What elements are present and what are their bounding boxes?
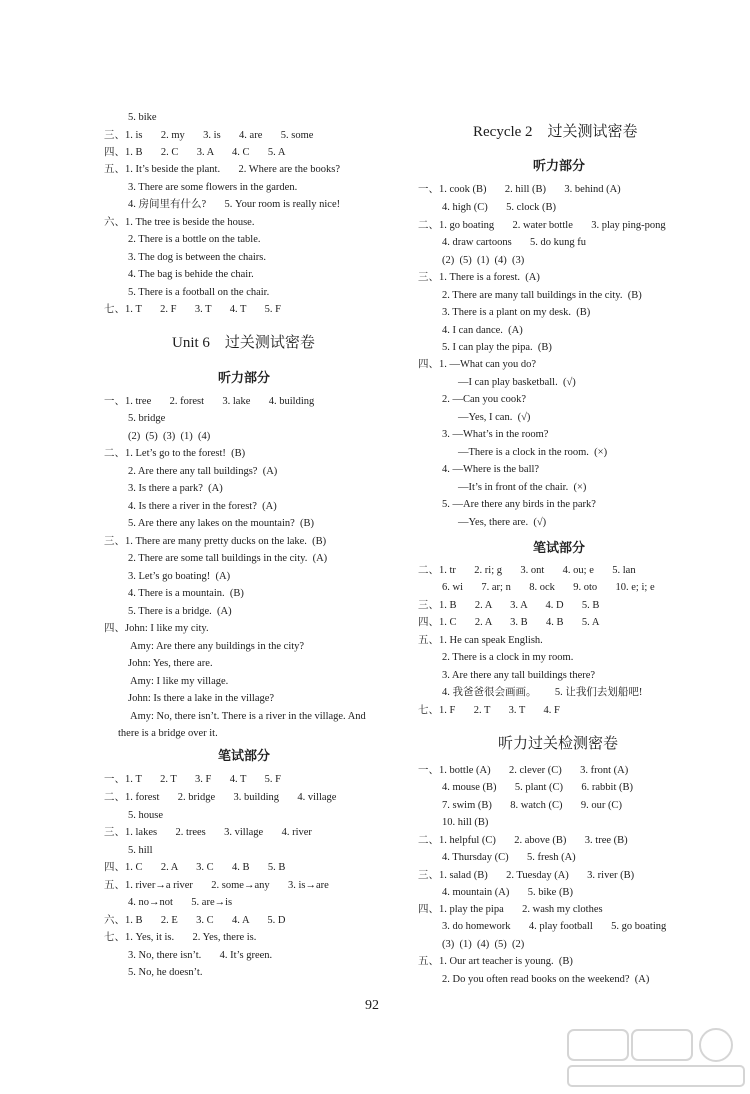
answer-line: 二、1. go boating 2. water bottle 3. play ping-pong xyxy=(418,220,666,231)
section-subheading: 笔试部分 xyxy=(218,749,271,764)
answer-line: 3. Let’s go boating! (A) xyxy=(128,571,231,582)
answer-line: 四、1. B 2. C 3. A 4. C 5. A xyxy=(104,147,286,158)
answer-line: 一、1. tree 2. forest 3. lake 4. building xyxy=(104,396,315,407)
answer-line: 5. bike xyxy=(128,112,157,123)
answer-line: 5. There is a football on the chair. xyxy=(128,287,270,298)
answer-line: Amy: No, there isn’t. There is a river in the village. And xyxy=(130,711,366,722)
answer-line: 5. I can play the pipa. (B) xyxy=(442,342,552,353)
answer-line: 4. high (C) 5. clock (B) xyxy=(442,202,557,213)
answer-line: 三、1. salad (B) 2. Tuesday (A) 3. river (B) xyxy=(418,870,635,881)
answer-line: 5. Are there any lakes on the mountain? (B) xyxy=(128,518,315,529)
section-subheading: 笔试部分 xyxy=(533,541,586,556)
answer-line: 四、1. C 2. A 3. B 4. B 5. A xyxy=(418,617,600,628)
answer-line: 4. Is there a river in the forest? (A) xyxy=(128,501,277,512)
section-title: 听力过关检测密卷 xyxy=(498,736,619,752)
answer-line: 5. house xyxy=(128,810,163,821)
answer-line: 二、1. helpful (C) 2. above (B) 3. tree (B) xyxy=(418,835,628,846)
answer-line: 5. bridge xyxy=(128,413,166,424)
answer-line: 一、1. bottle (A) 2. clever (C) 3. front (A) xyxy=(418,765,629,776)
answer-line: —There is a clock in the room. (×) xyxy=(458,447,608,458)
answer-line: 3. No, there isn’t. 4. It’s green. xyxy=(128,950,273,961)
answer-line: 七、1. F 2. T 3. T 4. F xyxy=(418,705,560,716)
answer-line: 一、1. T 2. T 3. F 4. T 5. F xyxy=(104,774,281,785)
answer-line: (2) (5) (3) (1) (4) xyxy=(128,431,211,442)
section-subheading: 听力部分 xyxy=(533,159,586,174)
answer-line: —Yes, there are. (√) xyxy=(458,517,547,528)
answer-line: (3) (1) (4) (5) (2) xyxy=(442,939,525,950)
answer-line: 四、1. C 2. A 3. C 4. B 5. B xyxy=(104,862,286,873)
answer-line: 二、1. tr 2. ri; g 3. ont 4. ou; e 5. lan xyxy=(418,565,636,576)
answer-line: 四、John: I like my city. xyxy=(104,623,209,634)
answer-line: 4. draw cartoons 5. do kung fu xyxy=(442,237,587,248)
answer-line: 3. There is a plant on my desk. (B) xyxy=(442,307,591,318)
answer-line: 三、1. There is a forest. (A) xyxy=(418,272,540,283)
answer-line: 4. 房间里有什么? 5. Your room is really nice! xyxy=(128,199,341,210)
answer-line: 二、1. forest 2. bridge 3. building 4. village xyxy=(104,792,337,803)
answer-line: 2. Do you often read books on the weekend? (A) xyxy=(442,974,650,985)
answer-line: 4. There is a mountain. (B) xyxy=(128,588,244,599)
answer-line: 五、1. He can speak English. xyxy=(418,635,543,646)
answer-line: 六、1. B 2. E 3. C 4. A 5. D xyxy=(104,915,286,926)
answer-line: 三、1. lakes 2. trees 3. village 4. river xyxy=(104,827,312,838)
answer-line: 7. swim (B) 8. watch (C) 9. our (C) xyxy=(442,800,622,811)
answer-line: there is a bridge over it. xyxy=(118,728,218,739)
answer-line: 四、1. —What can you do? xyxy=(418,359,537,370)
answer-line: 2. There are many tall buildings in the city. (B) xyxy=(442,290,642,301)
section-subheading: 听力部分 xyxy=(218,371,271,386)
answer-line: 3. Is there a park? (A) xyxy=(128,483,223,494)
answer-line: 10. hill (B) xyxy=(442,817,489,828)
answer-line: Amy: Are there any buildings in the city? xyxy=(130,641,305,652)
answer-line: 5. There is a bridge. (A) xyxy=(128,606,232,617)
answer-line: 4. I can dance. (A) xyxy=(442,325,523,336)
answer-line: 5. —Are there any birds in the park? xyxy=(442,499,596,510)
section-title: Unit 6 过关测试密卷 xyxy=(172,335,315,351)
answer-line: 三、1. There are many pretty ducks on the lake. (B) xyxy=(104,536,327,547)
answer-line: Amy: I like my village. xyxy=(130,676,229,687)
answer-line: 2. There is a clock in my room. xyxy=(442,652,574,663)
answer-line: 4. The bag is behide the chair. xyxy=(128,269,254,280)
answer-line: 4. mountain (A) 5. bike (B) xyxy=(442,887,573,898)
page-number: 92 xyxy=(365,998,379,1013)
answer-line: 4. mouse (B) 5. plant (C) 6. rabbit (B) xyxy=(442,782,634,793)
answer-line: John: Is there a lake in the village? xyxy=(128,693,275,704)
answer-line: 六、1. The tree is beside the house. xyxy=(104,217,255,228)
answer-line: 4. Thursday (C) 5. fresh (A) xyxy=(442,852,576,863)
answer-line: John: Yes, there are. xyxy=(128,658,213,669)
answer-line: —I can play basketball. (√) xyxy=(458,377,576,388)
answer-line: 3. There are some flowers in the garden. xyxy=(128,182,298,193)
answer-line: 五、1. Our art teacher is young. (B) xyxy=(418,956,573,967)
answer-line: 3. The dog is between the chairs. xyxy=(128,252,267,263)
answer-line: 三、1. is 2. my 3. is 4. are 5. some xyxy=(104,130,314,141)
answer-line: 3. Are there any tall buildings there? xyxy=(442,670,596,681)
answer-line: 5. hill xyxy=(128,845,153,856)
answer-line: —It’s in front of the chair. (×) xyxy=(458,482,587,493)
answer-line: 一、1. cook (B) 2. hill (B) 3. behind (A) xyxy=(418,184,621,195)
answer-line: (2) (5) (1) (4) (3) xyxy=(442,255,525,266)
answer-line: 七、1. Yes, it is. 2. Yes, there is. xyxy=(104,932,257,943)
answer-line: 4. no→not 5. are→is xyxy=(128,897,233,908)
answer-line: 2. Are there any tall buildings? (A) xyxy=(128,466,278,477)
answer-line: 3. do homework 4. play football 5. go boating xyxy=(442,921,667,932)
answer-line: 2. There are some tall buildings in the city. (A) xyxy=(128,553,328,564)
answer-line: 2. —Can you cook? xyxy=(442,394,526,405)
answer-line: 4. 我爸爸很会画画。 5. 让我们去划船吧! xyxy=(442,687,643,698)
answer-line: 三、1. B 2. A 3. A 4. D 5. B xyxy=(418,600,600,611)
answer-line: 3. —What’s in the room? xyxy=(442,429,549,440)
answer-line: 5. No, he doesn’t. xyxy=(128,967,203,978)
answer-line: 二、1. Let’s go to the forest! (B) xyxy=(104,448,246,459)
answer-line: 五、1. river→a river 2. some→any 3. is→are xyxy=(104,880,329,891)
answer-line: 2. There is a bottle on the table. xyxy=(128,234,261,245)
answer-line: 四、1. play the pipa 2. wash my clothes xyxy=(418,904,603,915)
section-title: Recycle 2 过关测试密卷 xyxy=(473,124,638,140)
answer-line: 五、1. It’s beside the plant. 2. Where are the books? xyxy=(104,164,340,175)
answer-line: —Yes, I can. (√) xyxy=(458,412,531,423)
answer-line: 6. wi 7. ar; n 8. ock 9. oto 10. e; i; e xyxy=(442,582,655,593)
watermark-logo xyxy=(566,1026,746,1090)
answer-line: 4. —Where is the ball? xyxy=(442,464,540,475)
answer-line: 七、1. T 2. F 3. T 4. T 5. F xyxy=(104,304,281,315)
